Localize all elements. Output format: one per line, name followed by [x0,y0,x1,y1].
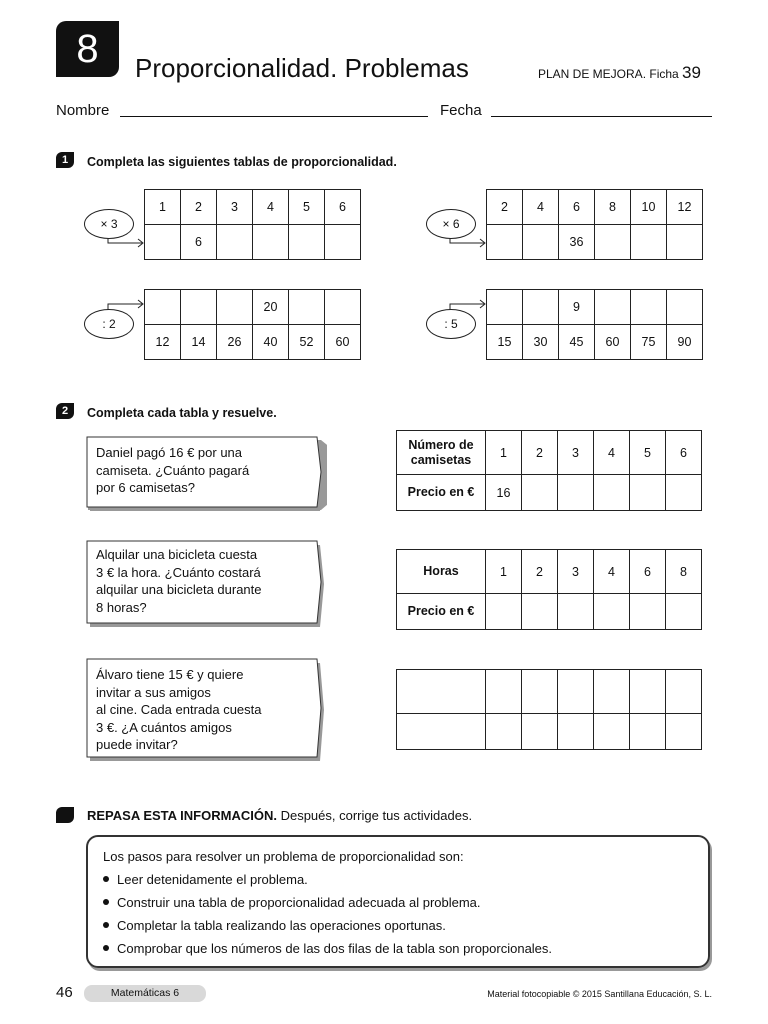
problem-2-text [96,546,262,616]
plan-text: PLAN DE MEJORA. Ficha [538,67,679,81]
table-cell: 2 [487,190,523,225]
answer-cell[interactable] [325,225,361,260]
operator-pill: : 5 [426,309,476,339]
row-header: Horas [397,550,486,594]
proportionality-table-1 [144,189,361,260]
problem-text-line: Álvaro tiene 15 € y quiere [96,667,244,682]
review-intro: Los pasos para resolver un problema de proporcionalidad son: [103,849,464,864]
bullet-icon [103,899,109,905]
problem-text-line: 8 horas? [96,599,147,615]
review-marker [56,807,74,823]
answer-cell[interactable] [666,475,702,511]
problem-text-line: puede invitar? [96,737,178,752]
review-item [103,872,308,887]
problem-text-line: 3 €. ¿A cuántos amigos [96,719,232,735]
proportionality-table-3 [144,289,361,360]
table-cell: 2 [522,431,558,475]
answer-cell[interactable] [594,670,630,714]
table-cell: 52 [289,325,325,360]
activity-2-number: 2 [56,403,74,419]
page-title: Proporcionalidad. Problemas [135,53,469,83]
problem-2-table [396,549,702,630]
date-field[interactable] [491,116,712,117]
answer-cell[interactable] [487,290,523,325]
answer-cell[interactable] [558,670,594,714]
table-cell: 2 [181,190,217,225]
problem-text-line: alquilar una bicicleta durante [96,582,262,597]
name-field[interactable] [120,116,428,117]
answer-cell[interactable] [486,714,522,750]
table-cell: 60 [325,325,361,360]
review-item [103,895,481,910]
review-heading-bold: REPASA ESTA INFORMACIÓN. [87,808,277,823]
problem-text-line: camiseta. ¿Cuánto pagará [96,462,250,478]
table-cell: 15 [487,325,523,360]
proportionality-table-4 [486,289,703,360]
answer-cell[interactable] [667,225,703,260]
table-cell: 12 [667,190,703,225]
answer-cell[interactable] [666,714,702,750]
activity-1-instruction: Completa las siguientes tablas de proporcionalidad. [87,155,397,169]
table-cell: 3 [217,190,253,225]
problem-1-table [396,430,702,511]
answer-cell[interactable] [145,290,181,325]
table-cell: 4 [253,190,289,225]
table-cell: 8 [666,550,702,594]
review-item [103,941,552,956]
proportionality-table-2 [486,189,703,260]
answer-cell[interactable] [630,475,666,511]
problem-text-line: al cine. Cada entrada cuesta [96,702,262,717]
bullet-icon [103,922,109,928]
table-cell: 10 [631,190,667,225]
answer-cell[interactable] [558,594,594,630]
review-heading-rest: Después, corrige tus actividades. [280,808,473,823]
review-heading [87,808,472,823]
problem-text-line: por 6 camisetas? [96,480,195,495]
answer-cell[interactable] [522,594,558,630]
table-cell: 20 [253,290,289,325]
operator-pill: × 6 [426,209,476,239]
review-item-text: Leer detenidamente el problema. [117,872,308,887]
ficha-number: 39 [682,63,701,82]
table-cell: 40 [253,325,289,360]
answer-cell[interactable] [253,225,289,260]
unit-number-badge: 8 [56,21,119,77]
activity-1-number: 1 [56,152,74,168]
answer-cell[interactable] [522,475,558,511]
operator-pill: : 2 [84,309,134,339]
problem-text-line: Alquilar una bicicleta cuesta [96,547,258,562]
page-number: 46 [56,984,73,1001]
table-cell: 6 [181,225,217,260]
table-cell: 6 [325,190,361,225]
answer-cell[interactable] [630,714,666,750]
answer-cell[interactable] [630,670,666,714]
row-header: Número de camisetas [397,431,486,475]
table-cell: 90 [667,325,703,360]
review-item [103,918,446,933]
table-cell: 3 [558,550,594,594]
table-cell: 6 [630,550,666,594]
answer-cell[interactable] [397,670,486,714]
table-cell: 14 [181,325,217,360]
review-item-text: Construir una tabla de proporcionalidad adecuada al problema. [117,895,481,910]
answer-cell[interactable] [595,225,631,260]
table-cell: 4 [594,550,630,594]
bullet-icon [103,876,109,882]
answer-cell[interactable] [666,594,702,630]
problem-text-line: Daniel pagó 16 € por una [96,445,243,460]
answer-cell[interactable] [486,670,522,714]
problem-1-text [96,444,249,497]
answer-cell[interactable] [486,594,522,630]
date-label: Fecha [440,102,482,119]
answer-cell[interactable] [397,714,486,750]
table-cell: 1 [145,190,181,225]
table-cell: 9 [559,290,595,325]
answer-cell[interactable] [595,290,631,325]
plan-label [538,63,701,83]
answer-cell[interactable] [289,225,325,260]
table-cell: 6 [559,190,595,225]
table-cell: 4 [594,431,630,475]
answer-cell[interactable] [666,670,702,714]
answer-cell[interactable] [522,670,558,714]
answer-cell[interactable] [522,714,558,750]
answer-cell[interactable] [145,225,181,260]
answer-cell[interactable] [630,594,666,630]
table-cell: 30 [523,325,559,360]
answer-cell[interactable] [181,290,217,325]
problem-text-line: invitar a sus amigos [96,684,211,700]
table-cell: 16 [486,475,522,511]
table-cell: 1 [486,431,522,475]
answer-cell[interactable] [631,225,667,260]
subject-label: Matemáticas 6 [84,985,206,1002]
table-cell: 45 [559,325,595,360]
answer-cell[interactable] [217,225,253,260]
review-item-text: Comprobar que los números de las dos filas de la tabla son proporcionales. [117,941,553,956]
answer-cell[interactable] [289,290,325,325]
answer-cell[interactable] [487,225,523,260]
answer-cell[interactable] [558,475,594,511]
table-cell: 60 [595,325,631,360]
table-cell: 36 [559,225,595,260]
activity-2-instruction: Completa cada tabla y resuelve. [87,406,277,420]
name-label: Nombre [56,102,110,119]
problem-3-text [96,666,262,754]
table-cell: 6 [666,431,702,475]
table-cell: 26 [217,325,253,360]
review-item-text: Completar la tabla realizando las operaciones oportunas. [117,918,446,933]
answer-cell[interactable] [523,225,559,260]
answer-cell[interactable] [523,290,559,325]
operator-pill: × 3 [84,209,134,239]
problem-text-line: 3 € la hora. ¿Cuánto costará [96,564,261,580]
row-header: Precio en € [397,475,486,511]
answer-cell[interactable] [325,290,361,325]
answer-cell[interactable] [558,714,594,750]
answer-cell[interactable] [594,475,630,511]
table-cell: 12 [145,325,181,360]
answer-cell[interactable] [217,290,253,325]
table-cell: 75 [631,325,667,360]
problem-3-table [396,669,702,750]
copyright-notice: Material fotocopiable © 2015 Santillana Educación, S. L. [487,989,712,999]
table-cell: 3 [558,431,594,475]
table-cell: 2 [522,550,558,594]
answer-cell[interactable] [594,594,630,630]
table-cell: 5 [630,431,666,475]
answer-cell[interactable] [631,290,667,325]
table-cell: 8 [595,190,631,225]
row-header: Precio en € [397,594,486,630]
answer-cell[interactable] [667,290,703,325]
table-cell: 4 [523,190,559,225]
review-box [86,835,710,968]
bullet-icon [103,945,109,951]
answer-cell[interactable] [594,714,630,750]
table-cell: 5 [289,190,325,225]
table-cell: 1 [486,550,522,594]
